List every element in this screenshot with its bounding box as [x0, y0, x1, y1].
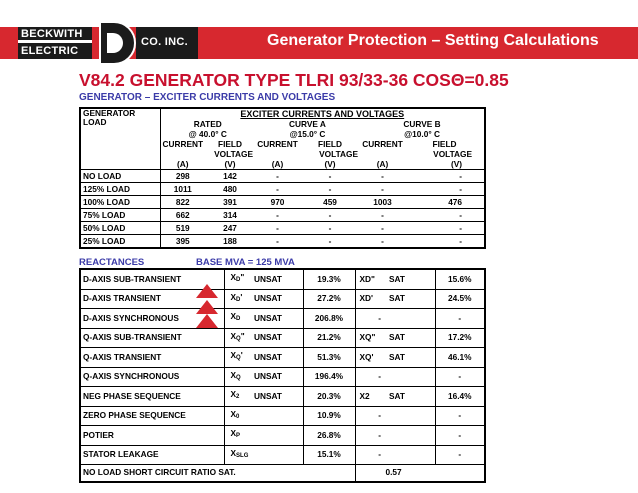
current-label: CURRENT: [160, 139, 205, 149]
reactance-value-sat: -: [435, 406, 485, 426]
main-title: V84.2 GENERATOR TYPE TLRI 93/33-36 COSΘ=0.85: [79, 70, 509, 90]
reactance-symbol: $X_D$": [224, 269, 252, 289]
reactance-state-sat: SAT: [383, 289, 435, 309]
reactance-symbol-sat: XQ': [355, 348, 383, 368]
scr-value: 0.57: [355, 465, 485, 482]
reactance-symbol: $X_D$: [224, 309, 252, 329]
exciter-cell: 247: [205, 222, 255, 235]
exciter-cell: 1003: [360, 196, 405, 209]
exciter-row: [80, 170, 485, 183]
load-label: NO LOAD: [80, 170, 160, 183]
reactance-value: 21.2%: [303, 328, 355, 348]
temp-curve-b: @10.0° C: [404, 129, 440, 139]
reactances-label: REACTANCES: [79, 257, 145, 268]
reactance-value: 20.3%: [303, 387, 355, 407]
exciter-cell: -: [360, 183, 405, 196]
slide-title: Generator Protection – Setting Calculations: [267, 32, 599, 49]
voltage-label: VOLTAGE: [214, 149, 253, 159]
reactance-row: [80, 309, 485, 329]
exciter-cell: -: [255, 235, 300, 249]
voltage-label: VOLTAGE: [433, 149, 473, 159]
exciter-cell: -: [405, 222, 485, 235]
logo-text-electric: ELECTRIC: [21, 45, 79, 57]
beckwith-logo: [18, 20, 198, 66]
reactance-symbol-sat: XD': [355, 289, 383, 309]
exciter-cell: -: [405, 209, 485, 222]
unit-a: (A): [160, 159, 205, 170]
reactance-state-sat: [383, 406, 435, 426]
exciter-unit-row: [80, 159, 485, 170]
reactance-row: [80, 426, 485, 446]
exciter-cell: -: [255, 222, 300, 235]
reactance-name: Q-AXIS TRANSIENT: [80, 348, 224, 368]
unit-a: (A): [271, 159, 284, 169]
exciter-cell: 480: [205, 183, 255, 196]
reactance-value-sat: -: [435, 367, 485, 387]
exciter-cell: 459: [300, 196, 360, 209]
exciter-row: [80, 222, 485, 235]
current-label: CURRENT: [257, 139, 298, 149]
reactance-name: Q-AXIS SYNCHRONOUS: [80, 367, 224, 387]
exciter-cell: -: [360, 235, 405, 249]
reactance-row: [80, 328, 485, 348]
group-curve-b: CURVE B: [403, 119, 441, 129]
reactance-state: [252, 426, 303, 446]
load-label: 50% LOAD: [80, 222, 160, 235]
reactance-name: POTIER: [80, 426, 224, 446]
reactance-name: ZERO PHASE SEQUENCE: [80, 406, 224, 426]
reactance-state: UNSAT: [252, 348, 303, 368]
exciter-header-row: [80, 108, 485, 119]
reactance-state: UNSAT: [252, 328, 303, 348]
reactance-symbol: $X_D'$: [224, 289, 252, 309]
reactance-row: [80, 348, 485, 368]
reactance-symbol-sat: XD": [355, 269, 383, 289]
reactance-row: [80, 406, 485, 426]
reactance-row: [80, 367, 485, 387]
reactance-symbol: $X_Q'$: [224, 348, 252, 368]
reactance-value: 27.2%: [303, 289, 355, 309]
temp-rated: @ 40.0° C: [160, 129, 255, 139]
exciter-cell: -: [405, 170, 485, 183]
exciter-cell: 970: [255, 196, 300, 209]
reactance-row: [80, 269, 485, 289]
reactance-state: UNSAT: [252, 309, 303, 329]
temp-curve-a: @15.0° C: [289, 129, 326, 139]
reactance-value: 51.3%: [303, 348, 355, 368]
base-mva-label: BASE MVA = 125 MVA: [196, 257, 295, 268]
voltage-label: VOLTAGE: [319, 149, 358, 159]
sub-title: GENERATOR – EXCITER CURRENTS AND VOLTAGES: [79, 92, 336, 103]
reactance-state: UNSAT: [252, 367, 303, 387]
reactance-symbol-sat: -: [355, 309, 383, 329]
exciter-voltage-row: [80, 149, 485, 159]
reactance-row: [80, 445, 485, 465]
exciter-cell: -: [405, 183, 485, 196]
exciter-cell: 1011: [160, 183, 205, 196]
reactance-row: [80, 387, 485, 407]
exciter-cell: -: [255, 183, 300, 196]
reactance-name: Q-AXIS SUB-TRANSIENT: [80, 328, 224, 348]
reactance-state-sat: SAT: [383, 387, 435, 407]
reactance-value-sat: -: [435, 445, 485, 465]
exciter-cell: -: [255, 209, 300, 222]
reactance-value-sat: -: [435, 426, 485, 446]
exciter-cell: 314: [205, 209, 255, 222]
reactance-symbol-sat: -: [355, 406, 383, 426]
field-label: FIELD: [318, 139, 342, 149]
reactance-state-sat: [383, 309, 435, 329]
unit-v: (V): [450, 159, 463, 169]
reactance-name: D-AXIS TRANSIENT: [80, 289, 224, 309]
reactance-state-sat: SAT: [383, 328, 435, 348]
group-rated: RATED: [160, 119, 255, 129]
reactance-value-sat: 46.1%: [435, 348, 485, 368]
reactance-name: STATOR LEAKAGE: [80, 445, 224, 465]
exciter-cell: 662: [160, 209, 205, 222]
exciter-cell: 188: [205, 235, 255, 249]
reactance-value: 10.9%: [303, 406, 355, 426]
load-label: 25% LOAD: [80, 235, 160, 249]
warning-triangle-icon: [196, 284, 218, 298]
reactance-name: D-AXIS SYNCHRONOUS: [80, 309, 224, 329]
reactance-state: [252, 406, 303, 426]
reactance-value: 15.1%: [303, 445, 355, 465]
reactance-value: 26.8%: [303, 426, 355, 446]
reactance-symbol: $X_{SLG}$: [224, 445, 252, 465]
exciter-cell: -: [405, 235, 485, 249]
warning-triangle-icon: [196, 314, 218, 328]
unit-v: (V): [224, 159, 236, 169]
exciter-table: [79, 107, 486, 249]
scr-row: [80, 465, 485, 482]
load-label: 125% LOAD: [80, 183, 160, 196]
exciter-cell: -: [255, 170, 300, 183]
exciter-temp-row: [80, 129, 485, 139]
reactance-symbol: $X_P$: [224, 426, 252, 446]
reactance-value-sat: 16.4%: [435, 387, 485, 407]
unit-a: (A): [376, 159, 389, 169]
col-header-group: EXCITER CURRENTS AND VOLTAGES: [160, 108, 485, 119]
reactance-state: UNSAT: [252, 289, 303, 309]
exciter-row: [80, 183, 485, 196]
unit-v: (V): [324, 159, 336, 169]
reactance-symbol-sat: XQ": [355, 328, 383, 348]
reactance-state: UNSAT: [252, 387, 303, 407]
logo-text-co: CO. INC.: [141, 36, 189, 48]
load-label: 75% LOAD: [80, 209, 160, 222]
reactance-value-sat: 24.5%: [435, 289, 485, 309]
exciter-cell: 142: [205, 170, 255, 183]
exciter-cell: -: [360, 170, 405, 183]
exciter-cell: -: [360, 209, 405, 222]
reactance-symbol: $X_2$: [224, 387, 252, 407]
group-curve-a: CURVE A: [289, 119, 326, 129]
exciter-cell: 298: [160, 170, 205, 183]
reactance-value-sat: 15.6%: [435, 269, 485, 289]
reactance-name: D-AXIS SUB-TRANSIENT: [80, 269, 224, 289]
field-label: FIELD: [218, 139, 242, 149]
reactance-state-sat: [383, 367, 435, 387]
exciter-cell: 476: [405, 196, 485, 209]
reactance-value: 19.3%: [303, 269, 355, 289]
reactance-state-sat: [383, 445, 435, 465]
exciter-cell: 519: [160, 222, 205, 235]
reactance-symbol: $X_0$: [224, 406, 252, 426]
reactance-state: UNSAT: [252, 269, 303, 289]
reactance-symbol-sat: -: [355, 445, 383, 465]
exciter-cell: 391: [205, 196, 255, 209]
exciter-row: [80, 209, 485, 222]
reactance-symbol: $X_Q$": [224, 328, 252, 348]
reactance-symbol-sat: X2: [355, 387, 383, 407]
reactance-value: 196.4%: [303, 367, 355, 387]
exciter-cell: -: [300, 183, 360, 196]
exciter-cf-row: [80, 139, 485, 149]
logo-text-beckwith: BECKWITH: [21, 28, 83, 40]
reactance-state-sat: [383, 426, 435, 446]
exciter-cell: 395: [160, 235, 205, 249]
current-label: CURRENT: [362, 139, 403, 149]
scr-label: NO LOAD SHORT CIRCUIT RATIO SAT.: [80, 465, 355, 482]
reactance-value-sat: 17.2%: [435, 328, 485, 348]
exciter-row: [80, 196, 485, 209]
exciter-cell: -: [300, 209, 360, 222]
exciter-row: [80, 235, 485, 249]
reactance-state-sat: SAT: [383, 348, 435, 368]
exciter-cell: -: [300, 170, 360, 183]
reactance-value: 206.8%: [303, 309, 355, 329]
exciter-cell: -: [300, 222, 360, 235]
reactance-row: [80, 289, 485, 309]
reactance-symbol-sat: -: [355, 426, 383, 446]
exciter-cell: -: [360, 222, 405, 235]
reactance-symbol-sat: -: [355, 367, 383, 387]
reactance-value-sat: -: [435, 309, 485, 329]
reactance-symbol: $X_Q$: [224, 367, 252, 387]
reactance-name: NEG PHASE SEQUENCE: [80, 387, 224, 407]
reactance-state-sat: SAT: [383, 269, 435, 289]
reactance-state: [252, 445, 303, 465]
field-label: FIELD: [432, 139, 457, 149]
col-header-load: GENERATOR LOAD: [83, 108, 136, 127]
exciter-cell: 822: [160, 196, 205, 209]
reactances-table: [79, 268, 486, 483]
warning-triangle-icon: [196, 300, 218, 314]
exciter-cell: -: [300, 235, 360, 249]
load-label: 100% LOAD: [80, 196, 160, 209]
